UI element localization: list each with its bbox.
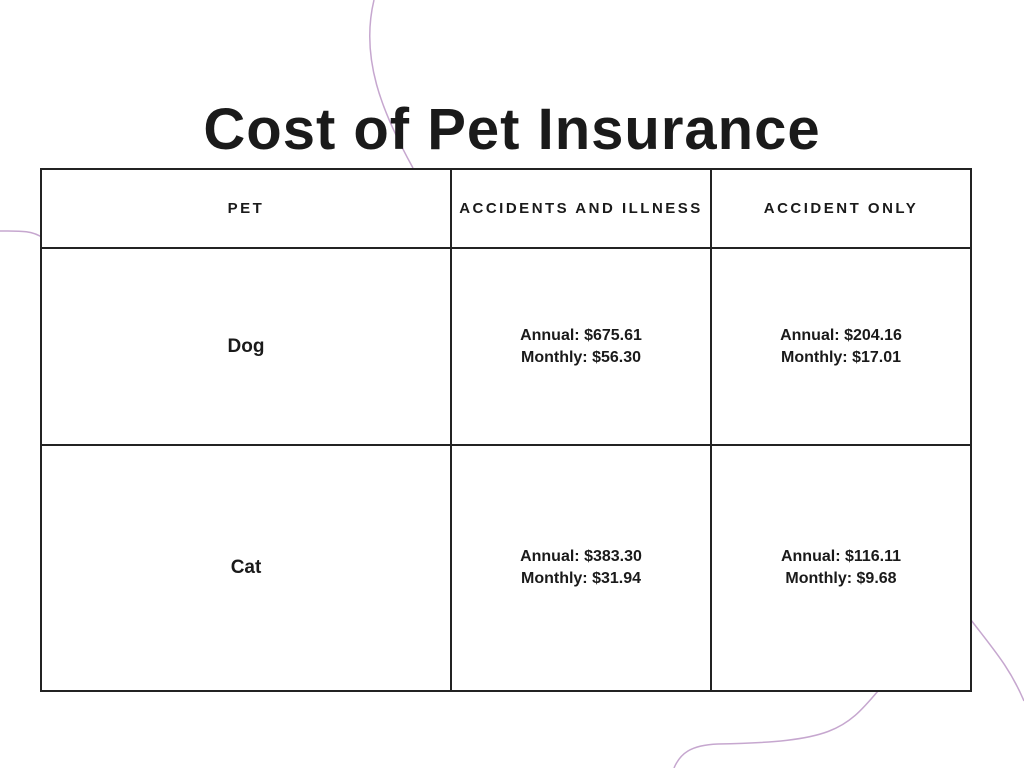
dog-accident-only-monthly: Monthly: $17.01 <box>780 348 902 366</box>
table-row-dog <box>41 248 971 445</box>
cat-accident-only-monthly: Monthly: $9.68 <box>785 570 897 587</box>
cat-accidents-illness-annual: Annual: $383.30 <box>520 548 642 565</box>
table-row-cat <box>41 445 971 691</box>
pet-cell-dog: Dog <box>41 248 451 445</box>
page-title: Cost of Pet Insurance <box>203 97 821 162</box>
cat-accidents-illness-monthly: Monthly: $31.94 <box>520 570 642 587</box>
header-cell-accidents-and-illness: ACCIDENTS AND ILLNESS <box>451 169 711 248</box>
cat-accident-only-annual: Annual: $116.11 <box>780 548 902 565</box>
pet-insurance-table <box>40 168 972 692</box>
decorative-curve-bottom <box>674 691 878 768</box>
decorative-curve-bottom-right <box>971 620 1024 701</box>
cat-accidents-illness-cell <box>451 445 711 691</box>
dog-accidents-illness-monthly: Monthly: $56.30 <box>520 348 642 366</box>
cat-accident-only-cell <box>711 445 971 691</box>
dog-accidents-illness-annual: Annual: $675.61 <box>520 326 642 344</box>
header-cell-accident-only: ACCIDENT ONLY <box>711 169 971 248</box>
dog-accidents-illness-cell <box>451 248 711 445</box>
header-cell-pet: PET <box>41 169 451 248</box>
pet-cell-cat: Cat <box>41 445 451 691</box>
dog-accident-only-annual: Annual: $204.16 <box>780 326 902 344</box>
dog-accident-only-cell <box>711 248 971 445</box>
decorative-line-left <box>0 231 43 238</box>
table-header-row <box>41 169 971 248</box>
